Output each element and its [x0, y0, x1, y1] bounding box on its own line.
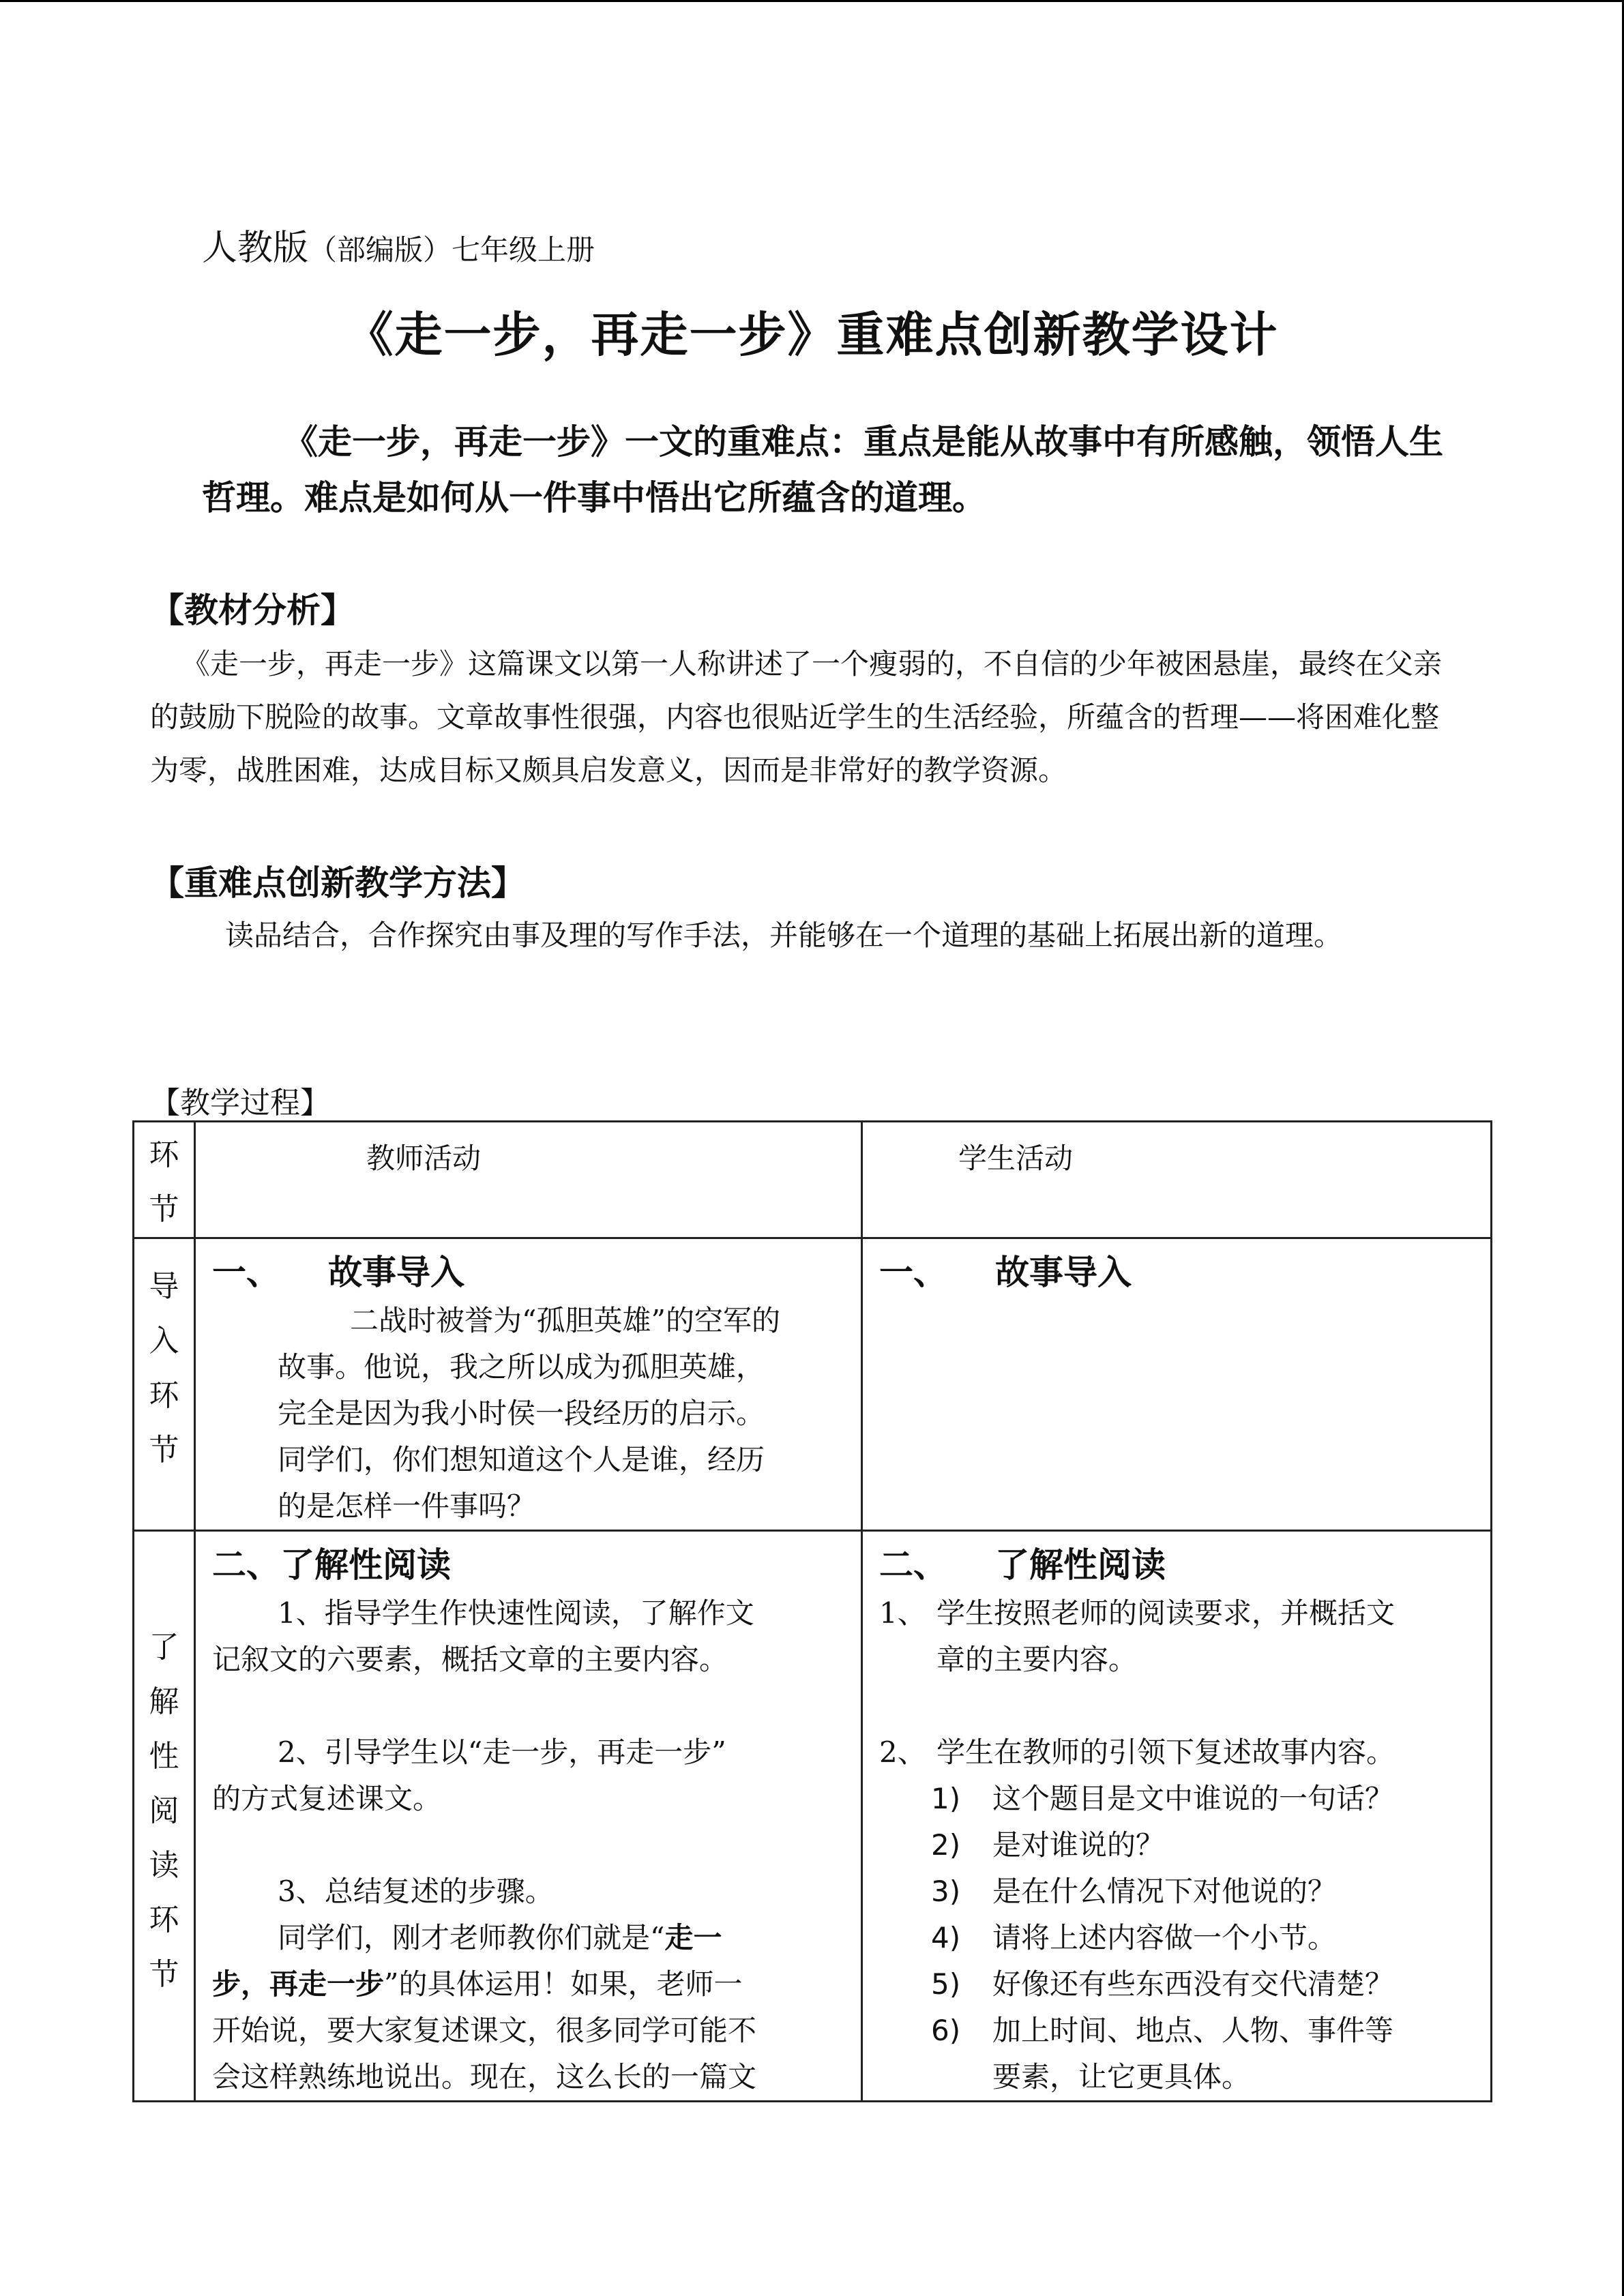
- list-item: 4) 请将上述内容做一个小节。: [931, 1921, 1337, 1954]
- document-title: 《走一步，再走一步》重难点创新教学设计: [345, 307, 1279, 363]
- teacher-line: 的方式复述课文。: [212, 1782, 442, 1815]
- teacher-line: 完全是因为我小时侯一段经历的启示。: [278, 1397, 765, 1430]
- teacher-activity-cell: [195, 1531, 862, 2102]
- stage-cell: [134, 1238, 195, 1531]
- edition-main: 人教版: [202, 228, 309, 269]
- teacher-line: 3、总结复述的步骤。: [278, 1875, 554, 1908]
- teacher-line: 同学们，你们想知道这个人是谁，经历: [278, 1443, 765, 1476]
- key-difficulty-statement: 《走一步，再走一步》一文的重难点：重点是能从故事中有所感触，领悟人生哲理。难点是如何从一件事中悟出它所蕴含的道理。: [202, 422, 1443, 518]
- student-item: 2、 学生在教师的引领下复述故事内容。: [879, 1735, 1396, 1769]
- teacher-activity-cell: [195, 1238, 862, 1531]
- teacher-line: 会这样熟练地说出。现在，这么长的一篇文: [212, 2060, 757, 2093]
- teacher-line: 1、指导学生作快速性阅读，了解作文: [278, 1596, 754, 1630]
- process-heading: 【教学过程】: [150, 1086, 330, 1120]
- header-stage-label: 环节: [149, 1137, 179, 1227]
- method-heading: 【重难点创新教学方法】: [150, 863, 525, 903]
- teacher-line: 2、引导学生以“走一步，再走一步”: [278, 1735, 726, 1769]
- list-item: 3) 是在什么情况下对他说的？: [931, 1875, 1337, 1908]
- student-section-title: 一、 故事导入: [879, 1253, 1132, 1292]
- teacher-line: 的是怎样一件事吗？: [278, 1489, 536, 1523]
- list-item: 2) 是对谁说的？: [931, 1828, 1165, 1862]
- teacher-section-title: 二、了解性阅读: [212, 1545, 451, 1585]
- table-header-row: [134, 1122, 1492, 1238]
- list-item: 5) 好像还有些东西没有交代清楚？: [931, 1967, 1394, 2001]
- header-student-label: 学生活动: [958, 1142, 1074, 1175]
- student-activity-cell: [862, 1238, 1492, 1531]
- method-text: 读品结合，合作探究由事及理的写作手法，并能够在一个道理的基础上拓展出新的道理。: [225, 919, 1343, 952]
- edition-sub: （部编版）七年级上册: [308, 233, 595, 267]
- list-item: 1) 这个题目是文中谁说的一句话？: [931, 1782, 1394, 1815]
- teacher-line: 故事。他说，我之所以成为孤胆英雄，: [278, 1350, 765, 1384]
- stage-label-intro: 导入环节: [149, 1269, 179, 1467]
- teacher-line: 开始说，要大家复述课文，很多同学可能不: [212, 2014, 757, 2047]
- teacher-line: 同学们，刚才老师教你们就是“走一: [278, 1921, 722, 1954]
- student-activity-cell: [862, 1531, 1492, 2102]
- analysis-heading: 【教材分析】: [150, 591, 355, 630]
- header-student-cell: [862, 1122, 1492, 1238]
- table-row: [134, 1531, 1492, 2102]
- header-teacher-label: 教师活动: [366, 1142, 482, 1175]
- student-item: 1、 学生按照老师的阅读要求，并概括文: [879, 1596, 1396, 1630]
- student-section-title: 二、 了解性阅读: [879, 1545, 1166, 1585]
- student-line: 章的主要内容。: [936, 1643, 1138, 1676]
- table-row: [134, 1238, 1492, 1531]
- stage-label-reading: 了解性阅读环节: [149, 1630, 179, 1992]
- analysis-text: 《走一步，再走一步》这篇课文以第一人称讲述了一个瘦弱的，不自信的少年被困悬崖，最终在父亲的鼓励下脱险的故事。文章故事性很强，内容也很贴近学生的生活经验，所蕴含的哲理——将困难化整为零，战胜困难，达成目标又颇具启发意义，因而是非常好的教学资源。: [150, 647, 1443, 787]
- stage-cell: [134, 1531, 195, 2102]
- teacher-line: 记叙文的六要素，概括文章的主要内容。: [212, 1643, 728, 1676]
- header-stage-cell: [134, 1122, 195, 1238]
- teacher-section-title: 一、 故事导入: [212, 1253, 464, 1292]
- student-line: 要素，让它更具体。: [992, 2060, 1251, 2093]
- teacher-line: 二战时被誉为“孤胆英雄”的空军的: [350, 1304, 780, 1337]
- edition-line: [202, 219, 595, 270]
- list-item: 6) 加上时间、地点、人物、事件等: [931, 2014, 1394, 2047]
- teaching-process-table: [132, 1120, 1492, 2102]
- teacher-line: 步，再走一步”的具体运用！如果，老师一: [212, 1967, 743, 2001]
- header-teacher-cell: [195, 1122, 862, 1238]
